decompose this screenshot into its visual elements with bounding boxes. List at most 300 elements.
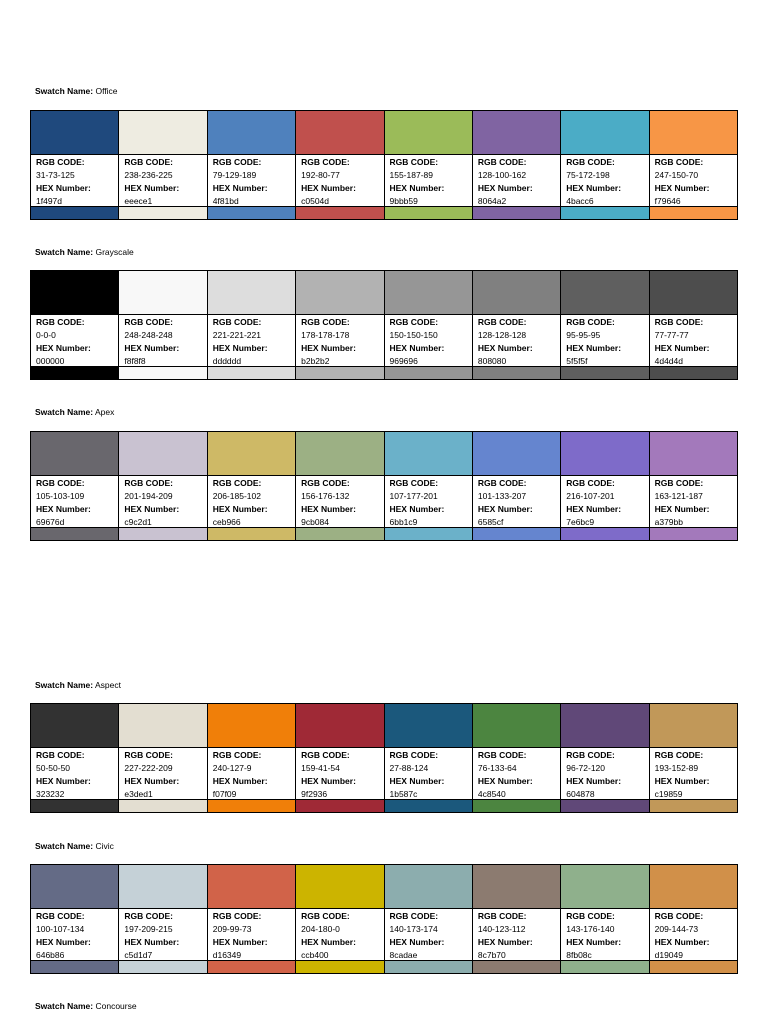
rgb-value: 140-173-174	[389, 924, 438, 935]
color-info	[473, 155, 560, 206]
color-swatch	[296, 432, 383, 476]
color-bar	[650, 960, 737, 973]
color-swatch	[473, 111, 560, 155]
hex-value: 000000	[36, 356, 65, 367]
rgb-value: 50-50-50	[36, 763, 71, 774]
color-cell	[119, 704, 207, 812]
color-swatch	[650, 271, 737, 315]
rgb-label: RGB CODE:	[301, 750, 350, 761]
hex-value: f8f8f8	[124, 356, 146, 367]
rgb-label: RGB CODE:	[477, 750, 527, 761]
color-swatch	[473, 865, 560, 909]
hex-label: HEX Number:	[477, 937, 533, 948]
color-cell	[385, 704, 473, 812]
hex-label: HEX Number:	[389, 183, 445, 194]
hex-value: 4bacc6	[566, 196, 594, 207]
swatch-name: Concourse	[95, 1001, 137, 1011]
color-bar	[119, 960, 206, 973]
rgb-value: 101-133-207	[477, 491, 527, 502]
color-swatch	[31, 432, 118, 476]
hex-label: HEX Number:	[36, 504, 91, 515]
color-swatch	[208, 704, 295, 748]
color-cell	[385, 271, 473, 379]
color-bar	[385, 799, 472, 812]
rgb-value: 248-248-248	[124, 330, 173, 341]
hex-value: 8064a2	[477, 196, 507, 207]
hex-label: HEX Number:	[124, 343, 180, 354]
color-swatch	[473, 704, 560, 748]
hex-value: e3ded1	[124, 789, 153, 800]
color-swatch	[561, 704, 648, 748]
swatch-grid	[30, 270, 738, 380]
rgb-label: RGB CODE:	[477, 157, 527, 168]
swatch-name: Grayscale	[95, 247, 134, 257]
color-cell	[208, 704, 296, 812]
rgb-label: RGB CODE:	[477, 478, 527, 489]
color-swatch	[296, 111, 383, 155]
color-swatch	[119, 111, 206, 155]
hex-label: HEX Number:	[212, 343, 268, 354]
color-cell	[561, 271, 649, 379]
color-info	[296, 909, 383, 960]
color-swatch	[119, 432, 206, 476]
hex-value: b2b2b2	[301, 356, 330, 367]
color-bar	[473, 799, 560, 812]
hex-label: HEX Number:	[566, 937, 622, 948]
hex-value: eeece1	[124, 196, 153, 207]
color-bar	[561, 960, 648, 973]
color-info	[296, 315, 383, 366]
rgb-value: 227-222-209	[124, 763, 173, 774]
color-cell	[561, 865, 649, 973]
hex-value: 9bbb59	[389, 196, 418, 207]
rgb-label: RGB CODE:	[301, 911, 350, 922]
swatch-grid	[30, 431, 738, 541]
rgb-label: RGB CODE:	[566, 911, 615, 922]
hex-value: 5f5f5f	[566, 356, 588, 367]
hex-value: 604878	[566, 789, 595, 800]
rgb-value: 140-123-112	[477, 924, 526, 935]
swatch-title	[35, 841, 114, 852]
hex-label: HEX Number:	[301, 776, 356, 787]
color-cell	[473, 111, 561, 219]
color-info	[473, 315, 560, 366]
color-bar	[473, 960, 560, 973]
color-bar	[31, 206, 118, 219]
rgb-value: 193-152-89	[654, 763, 699, 774]
color-bar	[119, 206, 206, 219]
hex-value: 808080	[477, 356, 507, 367]
color-cell	[31, 271, 119, 379]
hex-label: HEX Number:	[36, 343, 91, 354]
hex-label: HEX Number:	[301, 504, 356, 515]
hex-label: HEX Number:	[654, 776, 710, 787]
rgb-value: 159-41-54	[301, 763, 340, 774]
hex-value: dddddd	[212, 356, 242, 367]
color-info	[473, 476, 560, 527]
rgb-label: RGB CODE:	[36, 911, 85, 922]
rgb-value: 206-185-102	[212, 491, 261, 502]
rgb-value: 27-88-124	[389, 763, 429, 774]
color-swatch	[385, 432, 472, 476]
color-cell	[650, 432, 737, 540]
color-cell	[385, 432, 473, 540]
hex-label: HEX Number:	[36, 937, 91, 948]
hex-label: HEX Number:	[124, 504, 180, 515]
color-info	[650, 155, 737, 206]
color-cell	[208, 432, 296, 540]
color-bar	[385, 206, 472, 219]
hex-value: 6bb1c9	[389, 517, 418, 528]
rgb-value: 95-95-95	[566, 330, 601, 341]
color-info	[119, 155, 206, 206]
hex-label: HEX Number:	[654, 183, 710, 194]
rgb-label: RGB CODE:	[654, 478, 704, 489]
rgb-label: RGB CODE:	[477, 317, 527, 328]
color-bar	[473, 366, 560, 379]
color-cell	[650, 111, 737, 219]
color-info	[385, 909, 472, 960]
color-swatch	[208, 432, 295, 476]
hex-value: d16349	[212, 950, 242, 961]
rgb-label: RGB CODE:	[124, 478, 174, 489]
rgb-value: 107-177-201	[389, 491, 438, 502]
rgb-value: 155-187-89	[389, 170, 433, 181]
color-swatch	[31, 704, 118, 748]
color-cell	[119, 432, 207, 540]
color-info	[561, 909, 648, 960]
color-swatch	[208, 111, 295, 155]
hex-value: 646b86	[36, 950, 65, 961]
color-swatch	[473, 432, 560, 476]
color-swatch	[650, 432, 737, 476]
color-swatch	[650, 704, 737, 748]
swatch-name: Office	[95, 86, 118, 96]
hex-value: f79646	[654, 196, 681, 207]
hex-value: 4c8540	[477, 789, 506, 800]
hex-label: HEX Number:	[566, 343, 622, 354]
color-info	[208, 155, 295, 206]
hex-label: HEX Number:	[301, 183, 356, 194]
hex-value: 9f2936	[301, 789, 328, 800]
color-info	[385, 155, 472, 206]
color-cell	[31, 865, 119, 973]
color-cell	[208, 111, 296, 219]
rgb-value: 143-176-140	[566, 924, 615, 935]
rgb-label: RGB CODE:	[124, 911, 174, 922]
hex-label: HEX Number:	[654, 937, 710, 948]
color-info	[561, 748, 648, 799]
color-swatch	[119, 271, 206, 315]
rgb-value: 96-72-120	[566, 763, 606, 774]
color-cell	[650, 271, 737, 379]
swatch-name: Civic	[95, 841, 114, 851]
rgb-value: 197-209-215	[124, 924, 173, 935]
hex-label: HEX Number:	[301, 937, 356, 948]
color-swatch	[385, 704, 472, 748]
hex-label: HEX Number:	[566, 504, 622, 515]
color-swatch	[31, 865, 118, 909]
color-bar	[208, 960, 295, 973]
color-bar	[650, 527, 737, 540]
color-info	[31, 748, 118, 799]
swatch-title	[35, 86, 118, 97]
rgb-label: RGB CODE:	[212, 157, 262, 168]
hex-value: 323232	[36, 789, 65, 800]
hex-label: HEX Number:	[301, 343, 356, 354]
rgb-label: RGB CODE:	[36, 750, 85, 761]
color-bar	[561, 799, 648, 812]
rgb-value: 77-77-77	[654, 330, 689, 341]
rgb-label: RGB CODE:	[654, 317, 704, 328]
rgb-label: RGB CODE:	[477, 911, 527, 922]
rgb-value: 240-127-9	[212, 763, 252, 774]
rgb-label: RGB CODE:	[654, 157, 704, 168]
color-swatch	[31, 271, 118, 315]
color-cell	[31, 111, 119, 219]
color-bar	[296, 960, 383, 973]
rgb-value: 178-178-178	[301, 330, 350, 341]
color-info	[473, 748, 560, 799]
color-bar	[208, 366, 295, 379]
color-bar	[561, 366, 648, 379]
color-info	[31, 909, 118, 960]
swatch-name-label: Swatch Name:	[35, 841, 94, 851]
color-info	[119, 748, 206, 799]
color-info	[650, 909, 737, 960]
color-swatch	[561, 432, 648, 476]
hex-value: 4d4d4d	[654, 356, 683, 367]
color-info	[119, 315, 206, 366]
swatch-title	[35, 1001, 137, 1012]
hex-value: 69676d	[36, 517, 65, 528]
color-info	[385, 315, 472, 366]
color-cell	[561, 432, 649, 540]
rgb-value: 75-172-198	[566, 170, 610, 181]
color-cell	[473, 271, 561, 379]
swatch-title	[35, 247, 134, 258]
color-info	[208, 748, 295, 799]
hex-label: HEX Number:	[389, 776, 445, 787]
color-bar	[31, 366, 118, 379]
color-cell	[385, 865, 473, 973]
color-cell	[296, 271, 384, 379]
color-swatch	[208, 865, 295, 909]
color-cell	[650, 704, 737, 812]
swatch-title	[35, 680, 121, 691]
rgb-label: RGB CODE:	[389, 317, 439, 328]
color-cell	[473, 704, 561, 812]
color-swatch	[385, 111, 472, 155]
color-info	[296, 748, 383, 799]
rgb-label: RGB CODE:	[212, 750, 262, 761]
color-info	[31, 155, 118, 206]
color-bar	[385, 527, 472, 540]
hex-label: HEX Number:	[212, 937, 268, 948]
hex-label: HEX Number:	[36, 776, 91, 787]
swatch-grid	[30, 110, 738, 220]
color-bar	[31, 960, 118, 973]
hex-label: HEX Number:	[212, 504, 268, 515]
color-bar	[385, 960, 472, 973]
color-info	[650, 476, 737, 527]
color-info	[561, 155, 648, 206]
rgb-value: 76-133-64	[477, 763, 517, 774]
color-swatch	[473, 271, 560, 315]
swatch-name-label: Swatch Name:	[35, 407, 94, 417]
hex-value: 969696	[389, 356, 418, 367]
hex-value: c19859	[654, 789, 683, 800]
swatch-title	[35, 407, 114, 418]
rgb-label: RGB CODE:	[566, 157, 615, 168]
hex-value: d19049	[654, 950, 683, 961]
hex-label: HEX Number:	[389, 937, 445, 948]
rgb-label: RGB CODE:	[389, 911, 439, 922]
hex-label: HEX Number:	[654, 343, 710, 354]
color-bar	[119, 799, 206, 812]
hex-value: 9cb084	[301, 517, 330, 528]
color-cell	[208, 271, 296, 379]
rgb-value: 192-80-77	[301, 170, 340, 181]
swatch-name: Aspect	[95, 680, 122, 690]
hex-label: HEX Number:	[124, 937, 180, 948]
rgb-value: 209-144-73	[654, 924, 699, 935]
rgb-label: RGB CODE:	[212, 911, 262, 922]
rgb-value: 201-194-209	[124, 491, 173, 502]
hex-label: HEX Number:	[212, 183, 268, 194]
color-bar	[31, 527, 118, 540]
color-swatch	[385, 271, 472, 315]
hex-label: HEX Number:	[477, 343, 533, 354]
hex-value: c5d1d7	[124, 950, 153, 961]
rgb-label: RGB CODE:	[301, 157, 350, 168]
hex-value: 1f497d	[36, 196, 62, 207]
rgb-label: RGB CODE:	[654, 911, 704, 922]
rgb-label: RGB CODE:	[212, 317, 262, 328]
color-cell	[296, 865, 384, 973]
color-swatch	[561, 865, 648, 909]
rgb-label: RGB CODE:	[124, 750, 174, 761]
color-info	[650, 748, 737, 799]
color-bar	[385, 366, 472, 379]
color-info	[31, 476, 118, 527]
swatch-name: Apex	[95, 407, 115, 417]
color-info	[208, 909, 295, 960]
color-info	[208, 476, 295, 527]
hex-value: ccb400	[301, 950, 329, 961]
swatch-name-label: Swatch Name:	[35, 86, 94, 96]
color-info	[208, 315, 295, 366]
rgb-value: 79-129-189	[212, 170, 257, 181]
color-bar	[208, 799, 295, 812]
color-swatch	[208, 271, 295, 315]
swatch-name-label: Swatch Name:	[35, 247, 94, 257]
color-cell	[385, 111, 473, 219]
rgb-label: RGB CODE:	[389, 157, 439, 168]
rgb-value: 247-150-70	[654, 170, 699, 181]
color-cell	[561, 704, 649, 812]
color-cell	[31, 704, 119, 812]
hex-value: 7e6bc9	[566, 517, 595, 528]
color-swatch	[31, 111, 118, 155]
rgb-label: RGB CODE:	[124, 157, 174, 168]
hex-label: HEX Number:	[477, 183, 533, 194]
hex-value: 6585cf	[477, 517, 504, 528]
hex-label: HEX Number:	[477, 776, 533, 787]
color-cell	[473, 432, 561, 540]
color-bar	[208, 527, 295, 540]
rgb-label: RGB CODE:	[389, 750, 439, 761]
hex-value: 8fb08c	[566, 950, 592, 961]
hex-label: HEX Number:	[124, 183, 180, 194]
hex-label: HEX Number:	[477, 504, 533, 515]
color-bar	[473, 527, 560, 540]
rgb-label: RGB CODE:	[36, 157, 85, 168]
swatch-grid	[30, 703, 738, 813]
color-bar	[296, 527, 383, 540]
rgb-label: RGB CODE:	[301, 478, 350, 489]
rgb-value: 221-221-221	[212, 330, 261, 341]
color-cell	[119, 865, 207, 973]
rgb-value: 31-73-125	[36, 170, 75, 181]
color-info	[650, 315, 737, 366]
hex-label: HEX Number:	[566, 183, 622, 194]
hex-value: 8cadae	[389, 950, 418, 961]
color-info	[473, 909, 560, 960]
color-bar	[119, 527, 206, 540]
color-bar	[296, 799, 383, 812]
color-swatch	[296, 271, 383, 315]
color-bar	[561, 206, 648, 219]
color-swatch	[561, 271, 648, 315]
hex-label: HEX Number:	[566, 776, 622, 787]
color-bar	[296, 206, 383, 219]
rgb-value: 105-103-109	[36, 491, 85, 502]
color-swatch	[119, 704, 206, 748]
color-cell	[119, 111, 207, 219]
rgb-label: RGB CODE:	[124, 317, 174, 328]
color-info	[119, 476, 206, 527]
color-cell	[119, 271, 207, 379]
color-cell	[31, 432, 119, 540]
swatch-name-label: Swatch Name:	[35, 1001, 94, 1011]
rgb-value: 156-176-132	[301, 491, 350, 502]
color-swatch	[296, 704, 383, 748]
rgb-value: 100-107-134	[36, 924, 85, 935]
rgb-value: 238-236-225	[124, 170, 173, 181]
color-bar	[650, 206, 737, 219]
color-swatch	[650, 865, 737, 909]
color-cell	[296, 111, 384, 219]
rgb-value: 128-100-162	[477, 170, 527, 181]
hex-value: c9c2d1	[124, 517, 152, 528]
rgb-label: RGB CODE:	[36, 317, 85, 328]
rgb-label: RGB CODE:	[389, 478, 439, 489]
color-bar	[31, 799, 118, 812]
color-bar	[119, 366, 206, 379]
hex-value: 1b587c	[389, 789, 418, 800]
color-cell	[208, 865, 296, 973]
color-bar	[650, 366, 737, 379]
rgb-label: RGB CODE:	[566, 317, 615, 328]
color-cell	[296, 704, 384, 812]
swatch-name-label: Swatch Name:	[35, 680, 94, 690]
color-swatch	[385, 865, 472, 909]
rgb-value: 150-150-150	[389, 330, 438, 341]
color-info	[296, 476, 383, 527]
color-cell	[650, 865, 737, 973]
rgb-value: 128-128-128	[477, 330, 527, 341]
